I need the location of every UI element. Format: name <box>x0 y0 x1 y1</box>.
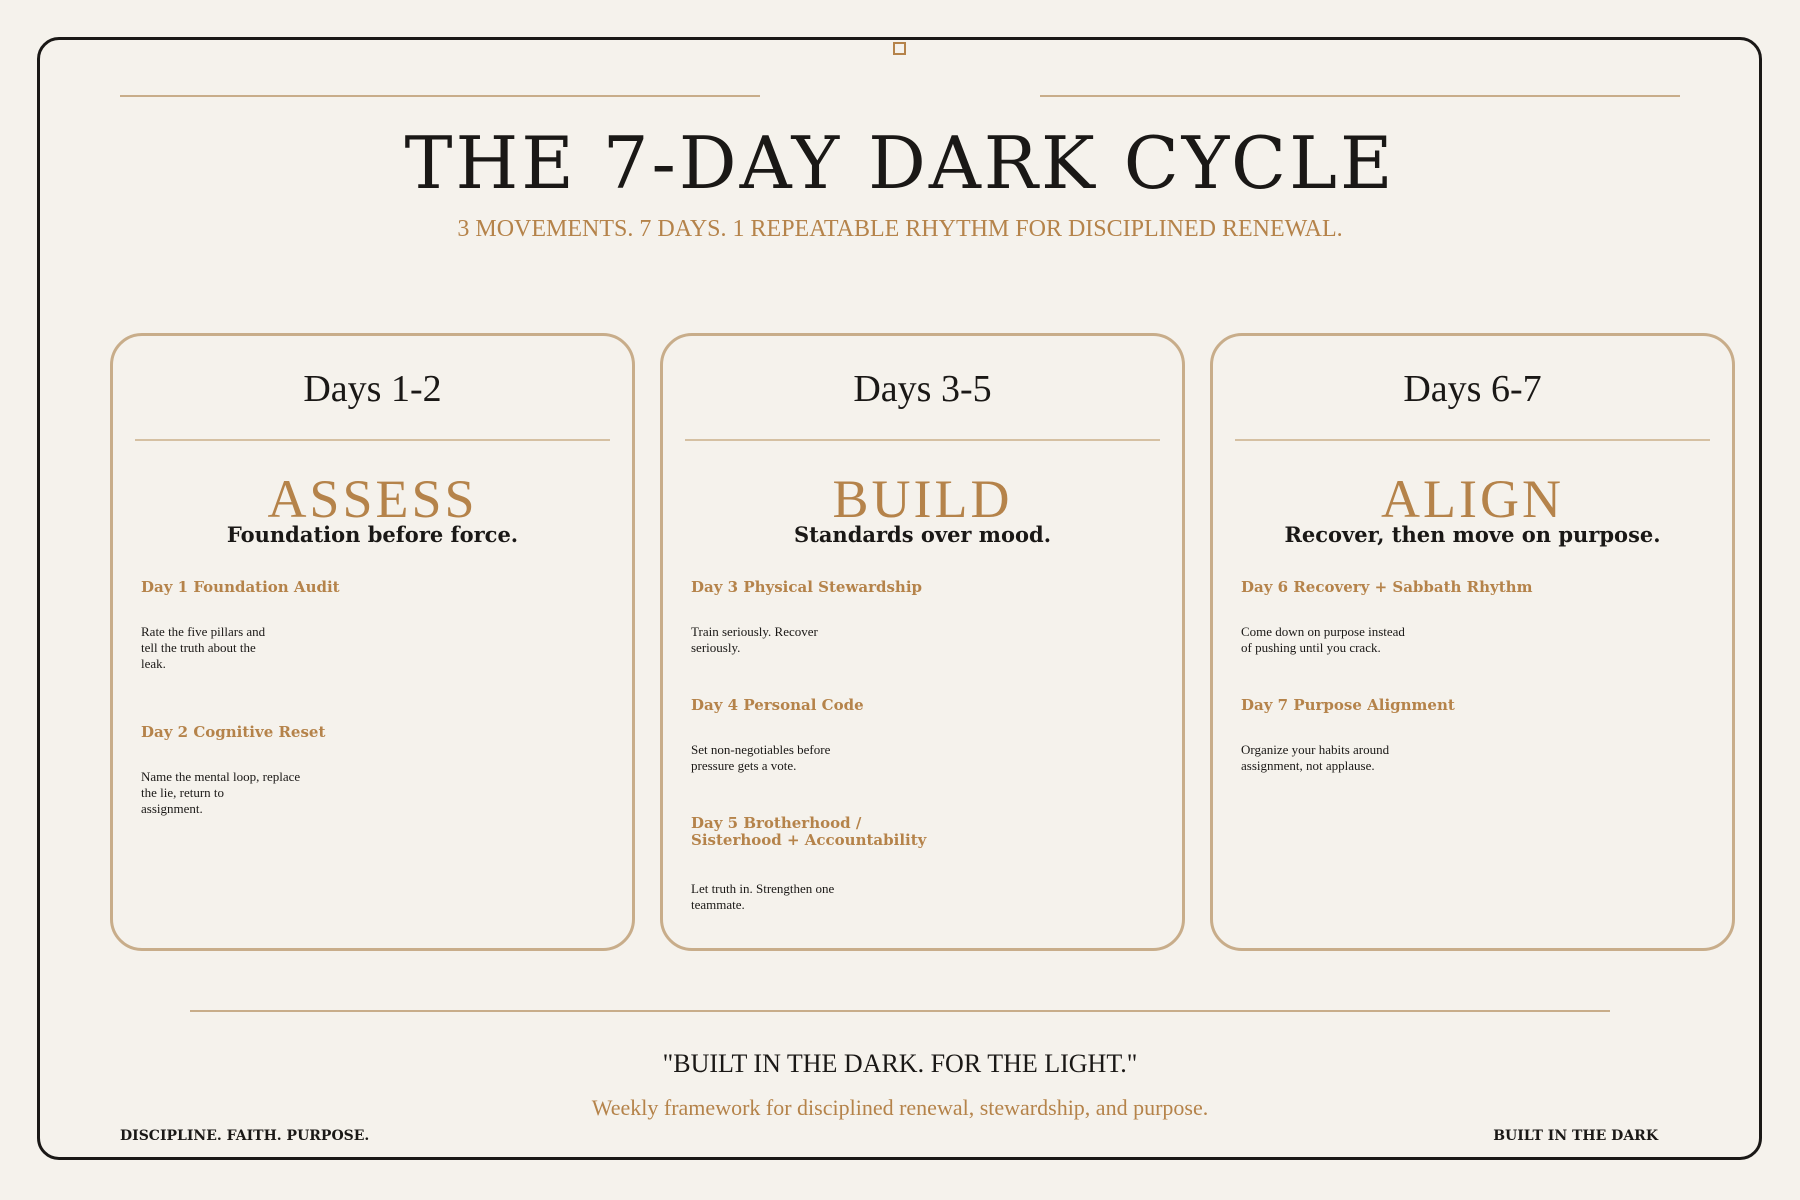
page-subtitle: 3 MOVEMENTS. 7 DAYS. 1 REPEATABLE RHYTHM FOR DISCIPLINED RENEWAL. <box>457 216 1343 242</box>
card-tagline: Recover, then move on purpose. <box>1284 522 1661 547</box>
diamond-ornament-icon <box>893 42 906 55</box>
card-build <box>660 333 1185 951</box>
day-5-description: Let truth in. Strengthen one teammate. <box>691 881 835 912</box>
card-days-label: Days 3-5 <box>853 368 992 410</box>
card-assess <box>110 333 635 951</box>
page-title: THE 7-DAY DARK CYCLE <box>404 121 1396 205</box>
day-3-description: Train seriously. Recover seriously. <box>691 624 818 655</box>
card-divider <box>685 439 1160 441</box>
day-7-title: Day 7 Purpose Alignment <box>1241 696 1455 714</box>
card-divider <box>1235 439 1710 441</box>
day-2-description: Name the mental loop, replace the lie, return to assignment. <box>141 769 301 816</box>
card-tagline: Foundation before force. <box>226 522 519 547</box>
day-4-description: Set non-negotiables before pressure gets a vote. <box>691 742 831 773</box>
card-days-label: Days 1-2 <box>303 368 442 410</box>
card-tagline: Standards over mood. <box>793 522 1052 547</box>
day-6-title: Day 6 Recovery + Sabbath Rhythm <box>1241 578 1533 596</box>
day-7-description: Organize your habits around assignment, not applause. <box>1241 742 1390 773</box>
day-5-title: Day 5 Brotherhood / Sisterhood + Accountability <box>691 814 927 849</box>
card-movement-title: ALIGN <box>1381 469 1564 529</box>
card-align <box>1210 333 1735 951</box>
footer-tagline: Weekly framework for disciplined renewal, stewardship, and purpose. <box>591 1095 1209 1120</box>
day-6-description: Come down on purpose instead of pushing until you crack. <box>1241 624 1405 655</box>
card-divider <box>135 439 610 441</box>
card-movement-title: ASSESS <box>267 469 478 529</box>
day-1-description: Rate the five pillars and tell the truth about the leak. <box>141 624 266 671</box>
card-movement-title: BUILD <box>832 469 1013 529</box>
footer-rule <box>190 1010 1610 1012</box>
card-days-label: Days 6-7 <box>1403 368 1542 410</box>
footer-quote: "BUILT IN THE DARK. FOR THE LIGHT." <box>662 1049 1138 1078</box>
day-2-title: Day 2 Cognitive Reset <box>141 723 326 741</box>
footer-left-motto: DISCIPLINE. FAITH. PURPOSE. <box>120 1128 370 1144</box>
header-rule-right <box>1040 95 1680 97</box>
header-rule-left <box>120 95 760 97</box>
day-3-title: Day 3 Physical Stewardship <box>691 578 923 596</box>
footer-right-brand: BUILT IN THE DARK <box>1493 1128 1658 1144</box>
day-1-title: Day 1 Foundation Audit <box>141 578 340 596</box>
day-4-title: Day 4 Personal Code <box>691 696 864 714</box>
